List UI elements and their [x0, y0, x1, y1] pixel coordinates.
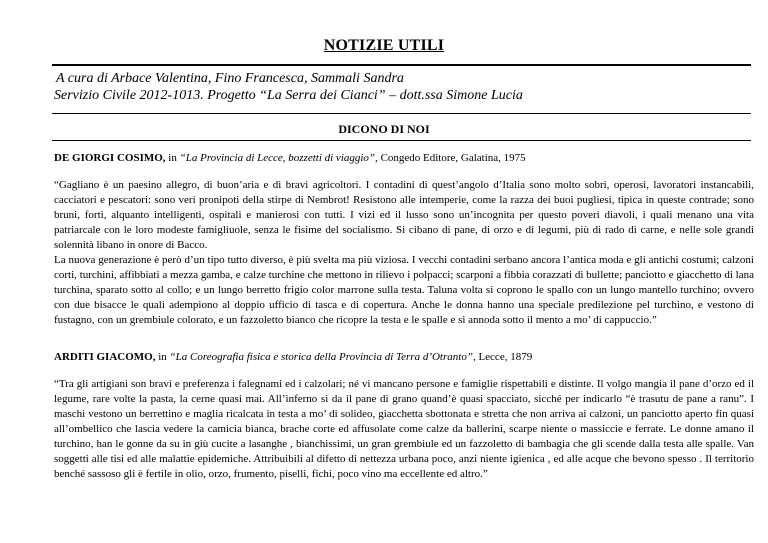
- title-rule: [52, 64, 751, 66]
- citation-work: “La Coreografia fisica e storica della Provincia di Terra d’Otranto”,: [169, 351, 476, 363]
- citation-author: DE GIORGI COSIMO,: [54, 152, 166, 164]
- citation-publisher: Lecce, 1879: [475, 351, 533, 363]
- subtitle-project: Servizio Civile 2012-1013. Progetto “La Serra dei Cianci” – dott.ssa Simone Lucia: [54, 88, 523, 103]
- citation-publisher: Congedo Editore, Galatina, 1975: [377, 152, 526, 164]
- entry-arditi: [54, 350, 754, 365]
- entry-de-giorgi-quote: [54, 178, 754, 328]
- citation: [54, 151, 754, 166]
- subtitle-rule: [52, 113, 751, 114]
- section-rule: [52, 140, 751, 141]
- citation-work: “La Provincia di Lecce, bozzetti di viaggio”,: [179, 152, 378, 164]
- citation: [54, 350, 754, 365]
- citation-author: ARDITI GIACOMO,: [54, 351, 156, 363]
- citation-in: in: [165, 152, 180, 164]
- subtitle: [54, 70, 754, 104]
- citation-in: in: [155, 351, 170, 363]
- entry-de-giorgi: [54, 151, 754, 166]
- subtitle-authors: A cura di Arbace Valentina, Fino Francesca, Sammali Sandra: [56, 71, 404, 86]
- entry-arditi-quote: [54, 377, 754, 482]
- quote-paragraph: La nuova generazione è però d’un tipo tutto diverso, è più svelta ma più viziosa. I vecchi contadini serbano ancora l’antica moda e gli antichi costumi; calzoni corti, turchini, affibbiati a mezza gamba, e calze turchine che mettono in rilievo i polpacci; scarponi a fibbia corazzati di bullette; panciotto e giacchetto di lana turchina, sparato sotto al collo; e un lungo berretto frigio color marrone sulla testa. Taluna volta si coprono le spallo con un lungo mantello turchino; ovvero con due bisacce le quali adempiono al doppio ufficio di tasca e di copertura. Anche le donna hanno una speciale predilezione pel turchino, e vestono di fustagno, con un grembiule colorato, e un fazzoletto bianco che ricopre la testa e le spalle e si annoda sotto il mento a mo’ di cappuccio.”: [54, 254, 754, 326]
- quote-paragraph: “Tra gli artigiani son bravi e preferenza i falegnami ed i calzolari; né vi mancano persone e famiglie rispettabili e distinte. Il volgo mangia il pane d’orzo ed il legume, rare volte la pasta, la cerne quasi mai. All’inferno si da il pane di grano quand’è quasi spacciato, sicché per indicarlo “è trasutu de pane a ranu”. I maschi vestono un berrettino e maglia ricalcata in testa a mo’ di solideo, giacchetta sbottonata e stretta che non arriva ai calzoni, un panciotto aperto fin quasi all’ombellico che lascia vedere la camicia bianca, brache corte ed affusolate come calze da ballerini, scarpe niente o massiccie e ferrate. Le donne amano il turchino, han le gonne da su in giù cucite a lasanghe , bianchissimi, un gran grembiule ed un fazzoletto di bambagia che gli scende dalla testa alle spalle. Van soggetti alle tisi ed alle malattie epidemiche. Attribuibili al difetto di nettezza urbana poco, anzi niente igienica , ed alle acque che bevono spesso . Il territorio benché sassoso gli è fertile in olio, orzo, frumento, piselli, fichi, poco vino ma eccellente ed altro.”: [54, 378, 754, 480]
- page-title: NOTIZIE UTILI: [323, 37, 445, 54]
- section-title: DICONO DI NOI: [338, 122, 430, 136]
- quote-paragraph: “Gagliano è un paesino allegro, di buon’aria e di bravi agricoltori. I contadini di quest’angolo d’Italia sono molto sobri, operosi, lavoratori instancabili, cacciatori e pescatori: sono veri pronipoti della stirpe di Nembrot! Resistono alle intemperie, come la razza dei buoi pugliesi, tipica in queste contrade; sono bruni, forti, alquanto intelligenti, ospitali e manierosi con tutti. I vizi ed il lusso sono un’incognita per questo poveri diavoli, i quali menano una vita patriarcale con le loro modeste famigliuole, senza le fisime del socialismo. Si cibano di pane, di orzo e di legumi, più di rado di carne, e nelle sole grandi solennità libano in onore di Bacco.: [54, 179, 754, 251]
